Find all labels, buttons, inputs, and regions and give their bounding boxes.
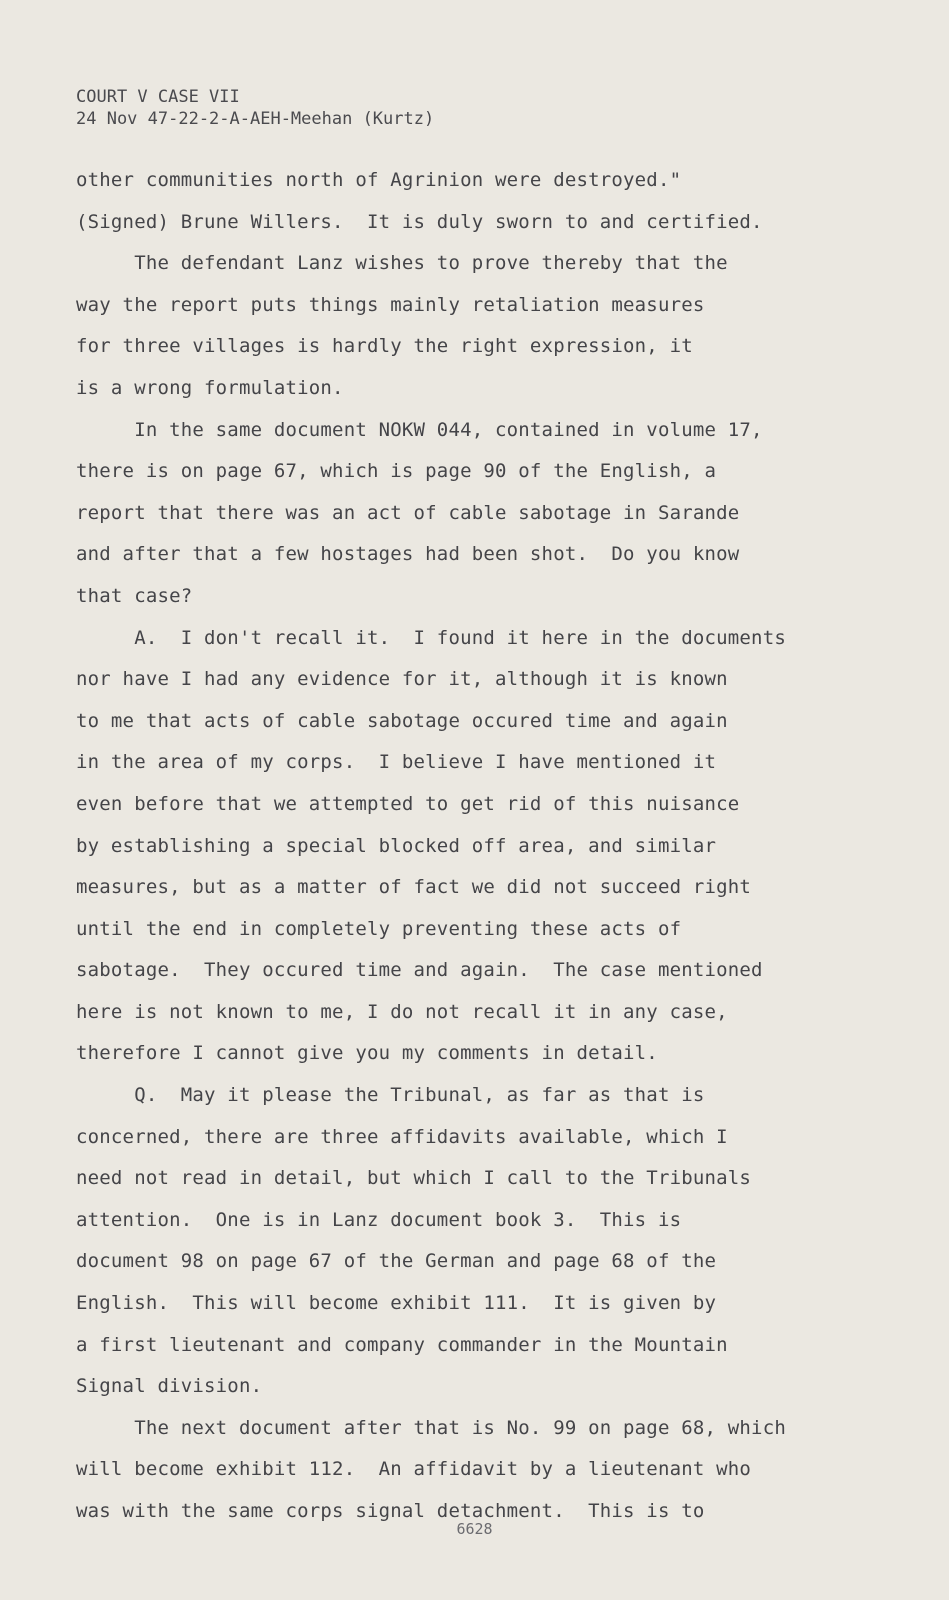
transcript-line: need not read in detail, but which I call to the Tribunals bbox=[76, 1167, 752, 1190]
transcript-line: (Signed) Brune Willers. It is duly sworn to and certified. bbox=[76, 210, 763, 233]
transcript-line: even before that we attempted to get rid of this nuisance bbox=[76, 792, 740, 815]
transcript-line: there is on page 67, which is page 90 of the English, a bbox=[76, 460, 717, 483]
transcript-line: report that there was an act of cable sabotage in Sarande bbox=[76, 501, 740, 524]
transcript-line: A. I don't recall it. I found it here in the documents bbox=[76, 626, 786, 649]
transcript-line: in the area of my corps. I believe I have mentioned it bbox=[76, 751, 717, 774]
transcript-line: The next document after that is No. 99 on page 68, which bbox=[76, 1416, 786, 1439]
transcript-line: by establishing a special blocked off area, and similar bbox=[76, 834, 717, 857]
transcript-line: other communities north of Agrinion were destroyed." bbox=[76, 169, 682, 191]
transcript-body bbox=[76, 160, 876, 1533]
transcript-line: Q. May it please the Tribunal, as far as that is bbox=[76, 1084, 705, 1107]
transcript-line: way the report puts things mainly retaliation measures bbox=[76, 293, 705, 316]
transcript-line: a first lieutenant and company commander in the Mountain bbox=[76, 1333, 728, 1356]
page-number: 6628 bbox=[456, 1520, 493, 1538]
transcript-line: attention. One is in Lanz document book 3. This is bbox=[76, 1208, 682, 1231]
transcript-line: document 98 on page 67 of the German and page 68 of the bbox=[76, 1250, 717, 1273]
transcript-line: sabotage. They occured time and again. The case mentioned bbox=[76, 959, 763, 982]
transcript-line: and after that a few hostages had been shot. Do you know bbox=[76, 543, 740, 566]
transcript-line: The defendant Lanz wishes to prove thereby that the bbox=[76, 252, 728, 275]
transcript-line: Signal division. bbox=[76, 1375, 263, 1398]
transcript-line: that case? bbox=[76, 584, 193, 607]
transcript-line: for three villages is hardly the right expression, it bbox=[76, 335, 693, 358]
transcript-line: is a wrong formulation. bbox=[76, 376, 344, 399]
transcript-line: nor have I had any evidence for it, although it is known bbox=[76, 668, 728, 691]
transcript-line: until the end in completely preventing these acts of bbox=[76, 917, 682, 940]
transcript-line: to me that acts of cable sabotage occured time and again bbox=[76, 709, 728, 732]
transcript-line: English. This will become exhibit 111. It is given by bbox=[76, 1292, 717, 1315]
header-date-reference: 24 Nov 47-22-2-A-AEH-Meehan (Kurtz) bbox=[76, 109, 435, 129]
header-court-case: COURT V CASE VII bbox=[76, 87, 240, 107]
transcript-line: therefore I cannot give you my comments in detail. bbox=[76, 1042, 658, 1065]
transcript-line: concerned, there are three affidavits available, which I bbox=[76, 1125, 728, 1148]
document-header bbox=[76, 86, 434, 130]
transcript-line: In the same document NOKW 044, contained in volume 17, bbox=[76, 418, 763, 441]
transcript-line: will become exhibit 112. An affidavit by a lieutenant who bbox=[76, 1458, 752, 1481]
transcript-line: here is not known to me, I do not recall it in any case, bbox=[76, 1000, 728, 1023]
transcript-line: was with the same corps signal detachment. This is to bbox=[76, 1500, 705, 1522]
transcript-line: measures, but as a matter of fact we did not succeed right bbox=[76, 876, 752, 899]
